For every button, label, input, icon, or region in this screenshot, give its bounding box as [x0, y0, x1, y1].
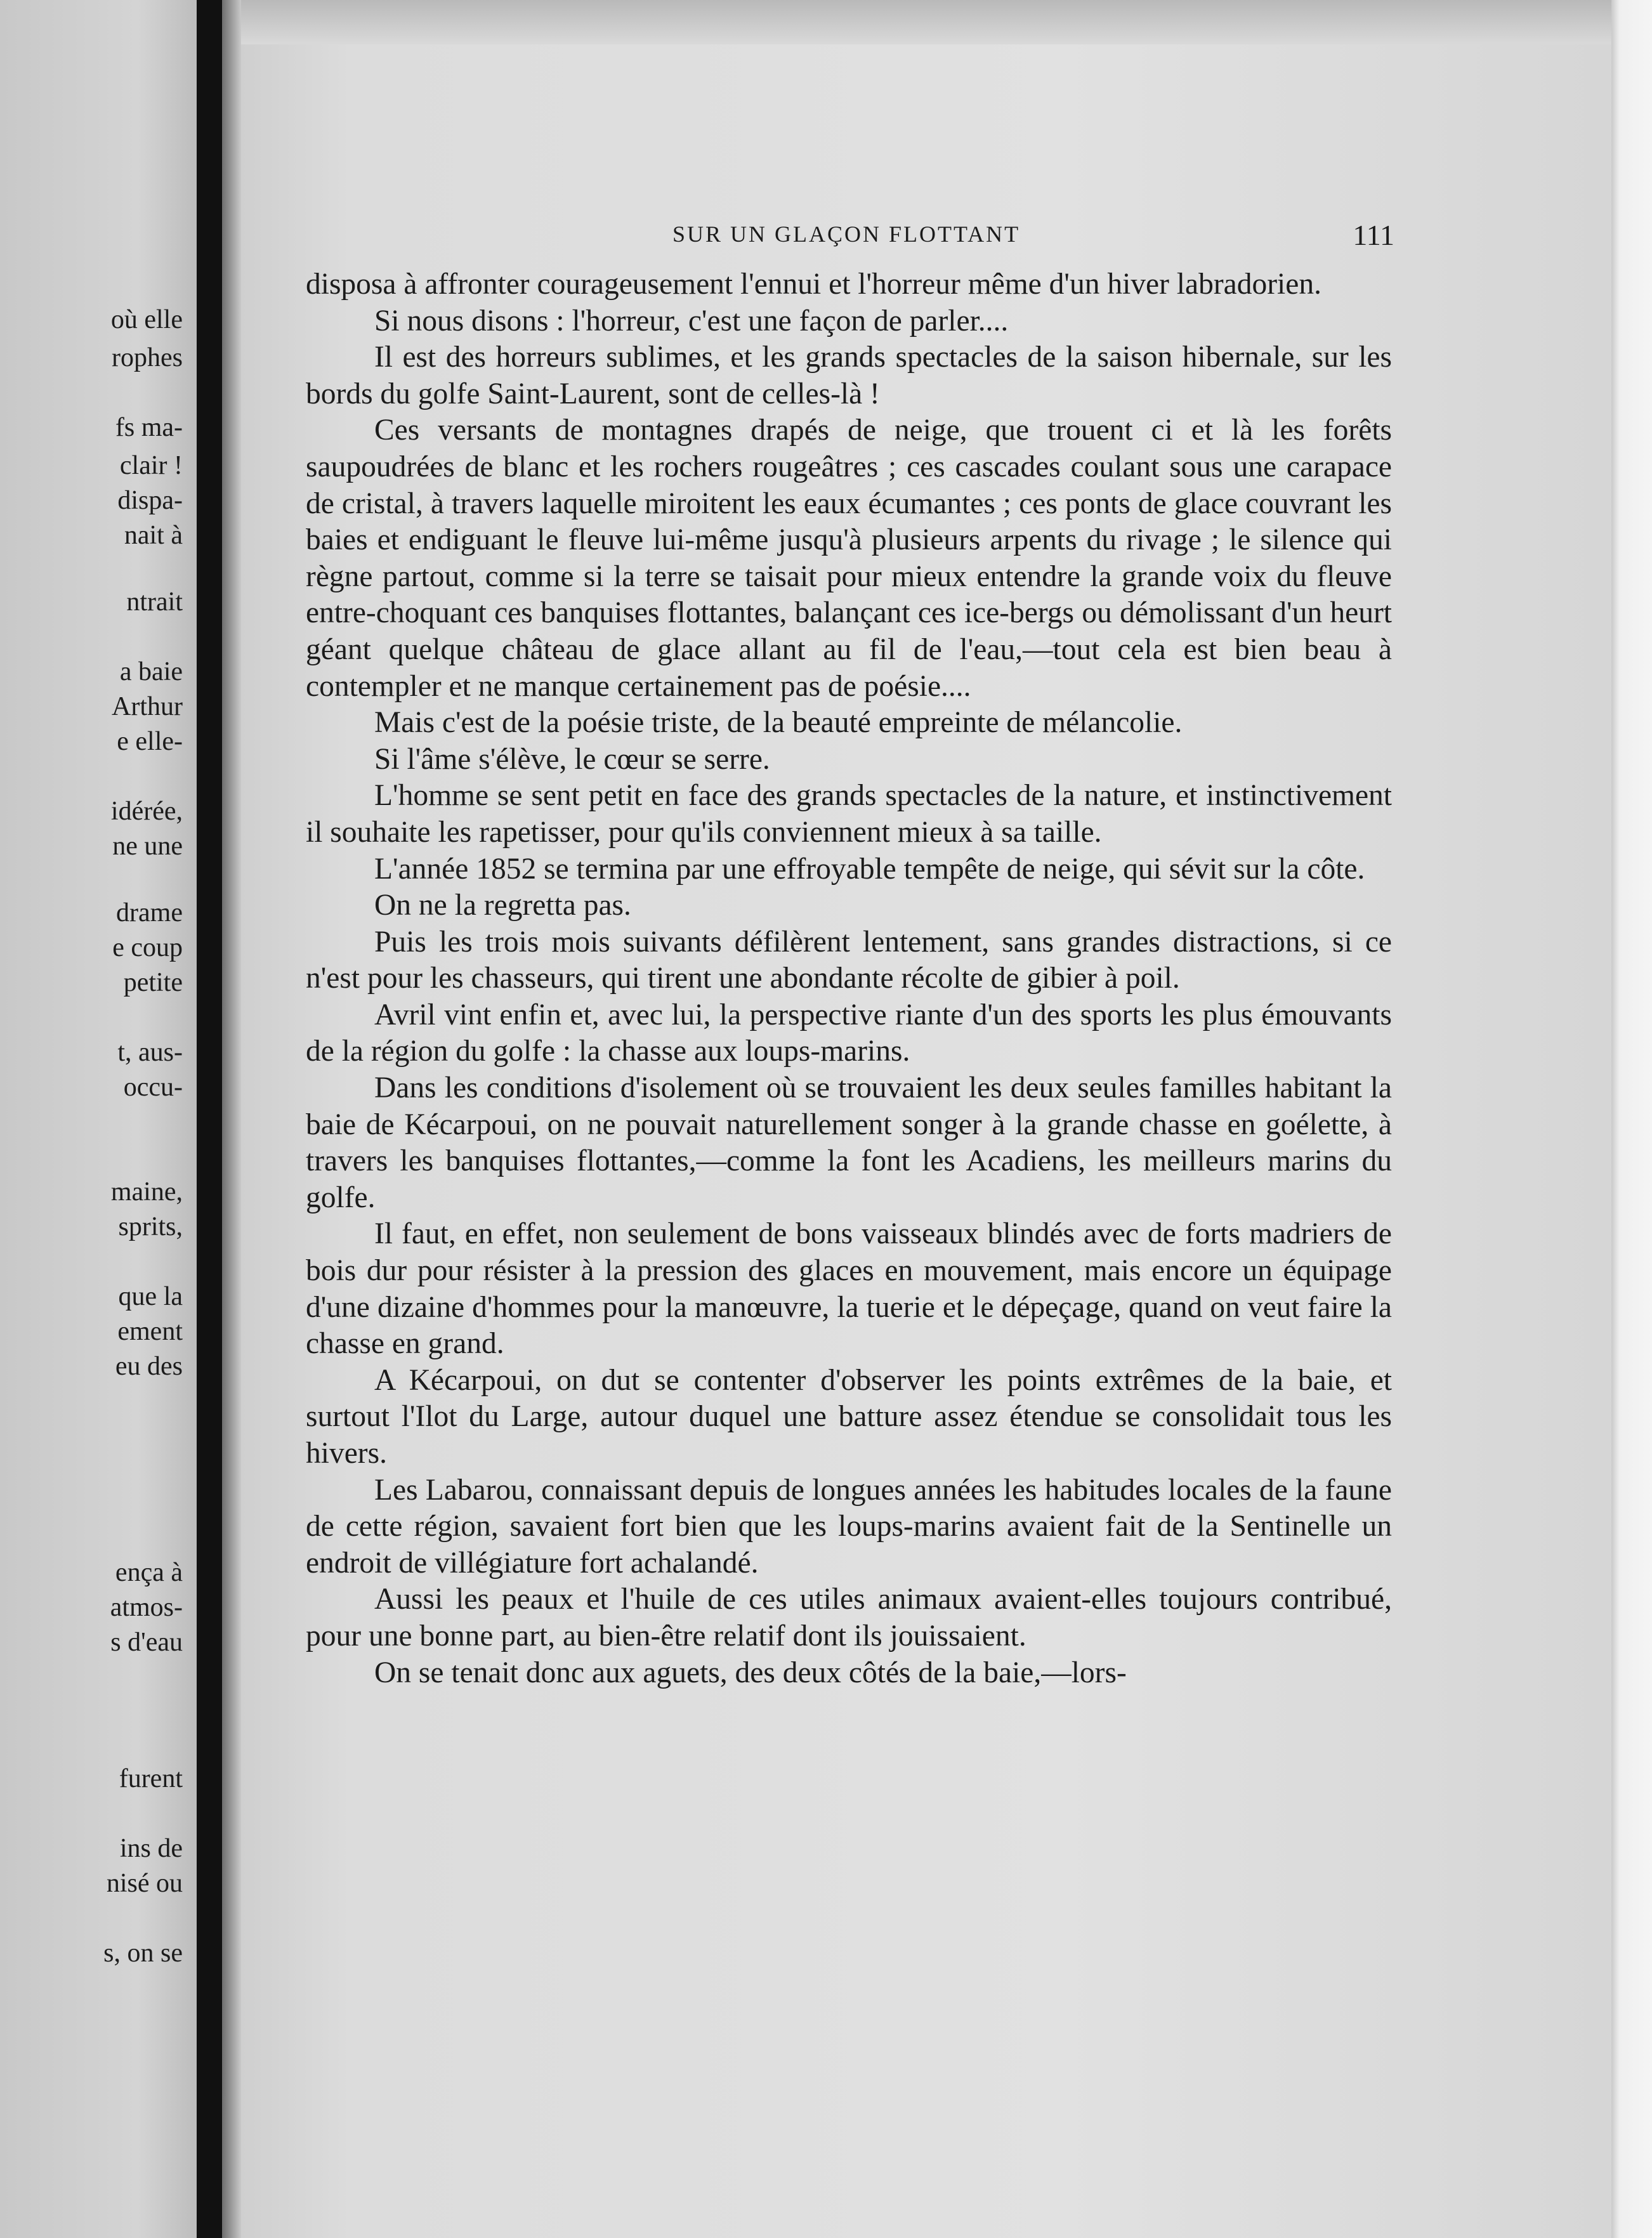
paragraph: Aussi les peaux et l'huile de ces utiles animaux avaient-elles toujours contribué, pour une bonne part, au bien-être relatif dont ils jouissaient.: [306, 1583, 1392, 1652]
left-fragment: occu-: [123, 1073, 183, 1102]
left-fragment: ença à: [115, 1558, 183, 1587]
left-fragment: idérée,: [110, 797, 183, 826]
left-fragment: fs ma-: [115, 413, 183, 442]
paragraph: disposa à affronter courageusement l'ennui et l'horreur même d'un hiver labradorien.: [306, 268, 1321, 301]
left-fragment: dispa-: [117, 486, 183, 515]
paragraph: Ces versants de montagnes drapés de neige, que trouent ci et là les forêts saupoudrées de blanc et les rochers rougeâtres ; ces cascades coulant sous une carapace de cristal, à travers laquelle miroitent les eaux écumantes ; ces ponts de glace couvrant les baies et endiguant le fleuve lui-même jusqu'à plusieurs arpents du rivage ; le silence qui règne partout, comme si la terre se taisait pour mieux entendre la grande voix du fleuve entre-choquant ces banquises flottantes, balançant ces ice-bergs ou démolissant d'un heurt géant quelque château de glace allant au fil de l'eau,—tout cela est bien beau à contempler et ne manque certainement pas de poésie....: [306, 414, 1392, 703]
paragraph: Il faut, en effet, non seulement de bons vaisseaux blindés avec de forts madriers de bois dur pour résister à la pression des glaces en mouvement, mais encore un équipage d'une dizaine d'hommes pour la manœuvre, la tuerie et le dépeçage, quand on veut faire la chasse en grand.: [306, 1217, 1392, 1361]
paragraph: L'année 1852 se termina par une effroyable tempête de neige, qui sévit sur la côte.: [374, 852, 1365, 886]
left-fragment: ement: [117, 1317, 183, 1346]
gutter-shadow: [222, 0, 241, 2238]
page-number: 111: [1353, 219, 1394, 251]
paragraph: Avril vint enfin et, avec lui, la perspective riante d'un des sports les plus émouvants de la région du golfe : la chasse aux loups-marins.: [306, 998, 1392, 1068]
paragraph: Il est des horreurs sublimes, et les grands spectacles de la saison hibernale, sur les bords du golfe Saint-Laurent, sont de celles-là !: [306, 341, 1392, 410]
left-fragment: que la: [118, 1282, 183, 1311]
paragraph: On ne la regretta pas.: [374, 889, 631, 922]
left-fragment: ntrait: [126, 587, 183, 617]
left-fragment: furent: [119, 1764, 183, 1793]
left-fragment: ins de: [119, 1834, 183, 1863]
left-fragment: où elle: [110, 305, 183, 334]
left-fragment: clair !: [119, 451, 183, 480]
left-fragment: petite: [123, 968, 183, 997]
left-fragment: t, aus-: [117, 1038, 183, 1067]
left-fragment: s, on se: [103, 1939, 183, 1968]
left-fragment: s d'eau: [110, 1628, 183, 1657]
left-fragment: Arthur: [112, 692, 183, 721]
left-fragment: nait à: [124, 521, 183, 550]
paragraph: L'homme se sent petit en face des grands spectacles de la nature, et instinctivement il souhaite les rapetisser, pour qu'ils conviennent mieux à sa taille.: [306, 779, 1392, 849]
book-gutter: [197, 0, 222, 2238]
paragraph: Les Labarou, connaissant depuis de longues années les habitudes locales de la faune de cette région, savaient fort bien que les loups-marins avaient fait de la Sentinelle un endroit de villégiature fort achalandé.: [306, 1473, 1392, 1580]
previous-page-edge: [0, 0, 197, 2238]
paragraph: Si nous disons : l'horreur, c'est une façon de parler....: [374, 304, 1009, 337]
paragraph: Si l'âme s'élève, le cœur se serre.: [374, 742, 770, 776]
left-fragment: drame: [116, 898, 183, 927]
page-top-shadow: [241, 0, 1611, 44]
page-header: [672, 221, 1394, 259]
running-title: SUR UN GLAÇON FLOTTANT: [672, 221, 1021, 247]
page-right-margin: [1611, 0, 1652, 2238]
paragraph: A Kécarpoui, on dut se contenter d'observer les points extrêmes de la baie, et surtout l'Ilot du Large, autour duquel une batture assez étendue se consolidait tous les hivers.: [306, 1363, 1392, 1470]
left-fragment: ne une: [112, 832, 183, 861]
paragraph: Dans les conditions d'isolement où se trouvaient les deux seules familles habitant la baie de Kécarpoui, on ne pouvait naturellement songer à la grande chasse en goélette, à travers les banquises flottantes,—comme la font les Acadiens, les meilleurs marins du golfe.: [306, 1071, 1392, 1214]
paragraph: Puis les trois mois suivants défilèrent lentement, sans grandes distractions, si ce n'est pour les chasseurs, qui tirent une abondante récolte de gibier à poil.: [306, 925, 1392, 995]
left-fragment: rophes: [112, 343, 183, 372]
left-fragment: nisé ou: [106, 1869, 183, 1898]
left-fragment: maine,: [110, 1177, 183, 1207]
left-fragment: atmos-: [110, 1593, 183, 1622]
left-fragment: e coup: [112, 933, 183, 962]
body-text: [306, 266, 1392, 1691]
left-fragment: e elle-: [117, 727, 183, 756]
left-fragment: a baie: [119, 657, 183, 686]
paragraph: Mais c'est de la poésie triste, de la beauté empreinte de mélancolie.: [374, 706, 1183, 740]
left-fragment: eu des: [115, 1352, 183, 1381]
left-fragment: sprits,: [118, 1212, 183, 1241]
paragraph: On se tenait donc aux aguets, des deux côtés de la baie,—lors-: [374, 1656, 1127, 1689]
